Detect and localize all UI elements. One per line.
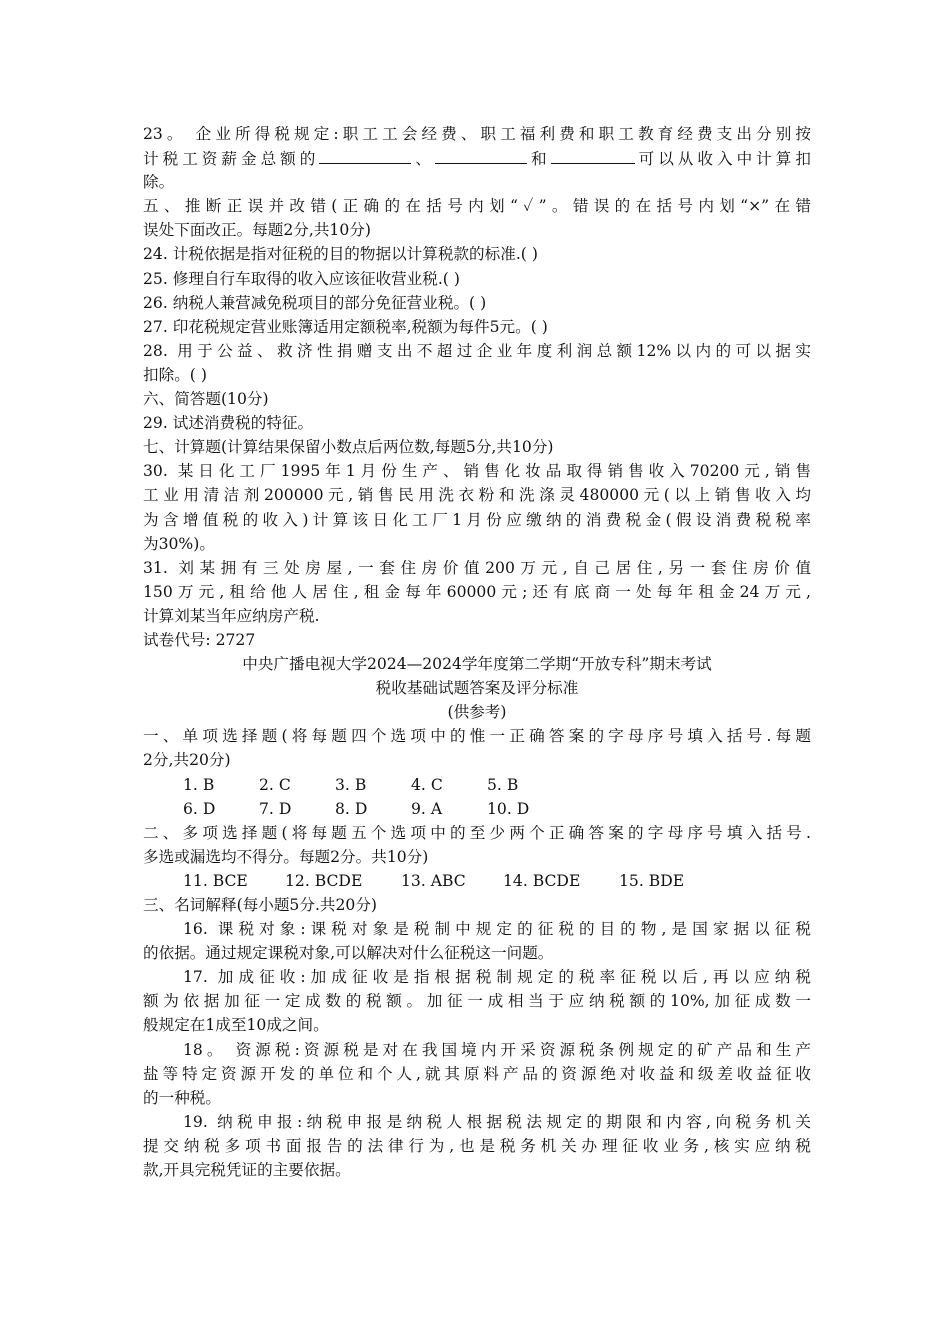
- answer-item: 9. A: [411, 799, 443, 818]
- q29: 29. 试述消费税的特征。: [143, 414, 314, 433]
- ans-section2-line1: 二、多项选择题(将每题五个选项中的至少两个正确答案的字母序号填入括号.: [143, 823, 811, 842]
- ans-section3-heading: 三、名词解释(每小题5分.共20分): [143, 896, 378, 914]
- q31-line2: 150万元,租给他人居住,租金每年60000元;还有底商一处每年租金24万元,: [143, 582, 811, 601]
- answer-item: 2. C: [259, 775, 291, 794]
- answer-row-3: [143, 869, 811, 893]
- q23-text-a: 计税工资薪金总额的: [143, 150, 320, 169]
- q31-line3: 计算刘某当年应纳房产税.: [143, 606, 320, 625]
- answer-item: 13. ABC: [401, 871, 466, 890]
- a18-line2: 盐等特定资源开发的单位和个人,就其原料产品的资源绝对收益和级差收益征收: [143, 1064, 811, 1083]
- answer-title: 中央广播电视大学2024—2024学年度第二学期“开放专科”期末考试: [242, 655, 712, 674]
- answer-row-1: [143, 773, 811, 797]
- answer-item: 6. D: [183, 799, 216, 818]
- q23-line2: [143, 146, 811, 170]
- answer-item: 1. B: [183, 775, 215, 794]
- answer-item: 7. D: [259, 799, 292, 818]
- answer-item: 3. B: [335, 775, 367, 794]
- answer-note: (供参考): [447, 703, 507, 722]
- ans-section1-line2: 2分,共20分): [143, 751, 231, 770]
- section7-heading: 七、计算题(计算结果保留小数点后两位数,每题5分,共10分): [143, 438, 554, 457]
- q23-line1: 23。 企业所得税规定:职工工会经费、职工福利费和职工教育经费支出分别按: [143, 125, 811, 143]
- a19-line3: 款,开具完税凭证的主要依据。: [143, 1161, 351, 1180]
- answer-subtitle: 税收基础试题答案及评分标准: [375, 679, 579, 698]
- answer-item: 5. B: [487, 775, 519, 794]
- ans-section2-line2: 多选或漏选均不得分。每题2分。共10分): [143, 847, 429, 866]
- q27: 27. 印花税规定营业账簿适用定额税率,税额为每件5元。( ): [143, 317, 548, 336]
- q25: 25. 修理自行车取得的收入应该征收营业税.( ): [143, 269, 460, 288]
- q30-line3: 为含增值税的收入)计算该日化工厂1月份应缴纳的消费税金(假设消费税税率: [143, 510, 811, 529]
- answer-item: 14. BCDE: [503, 871, 581, 890]
- paper-code: 试卷代号: 2727: [143, 630, 256, 649]
- q30-line4: 为30%)。: [143, 534, 215, 553]
- section6-heading: 六、简答题(10分): [143, 390, 269, 409]
- q28-line2: 扣除。( ): [143, 365, 207, 384]
- a16-line1: 16. 课税对象:课税对象是税制中规定的征税的目的物,是国家据以征税: [183, 920, 811, 939]
- fill-blank-2: [435, 146, 527, 164]
- answer-item: 15. BDE: [619, 871, 685, 890]
- q23-line3: 除。: [143, 173, 175, 192]
- a17-line2: 额为依据加征一定成数的税额。加征一成相当于应纳税额的10%,加征成数一: [143, 992, 811, 1011]
- answer-item: 10. D: [487, 799, 530, 818]
- q30-line1: 30. 某日化工厂1995年1月份生产、销售化妆品取得销售收入70200元,销售: [143, 462, 811, 481]
- section5-heading-line1: 五、推断正误并改错(正确的在括号内划“✓”。错误的在括号内划“×”在错: [143, 197, 811, 216]
- q30-line2: 工业用清洁剂200000元,销售民用洗衣粉和洗涤灵480000元(以上销售收入均: [143, 486, 811, 505]
- q28-line1: 28. 用于公益、救济性捐赠支出不超过企业年度利润总额12%以内的可以据实: [143, 341, 811, 360]
- a18-line3: 的一种税。: [143, 1088, 221, 1107]
- fill-blank-3: [551, 146, 635, 164]
- q26: 26. 纳税人兼营减免税项目的部分免征营业税。( ): [143, 293, 487, 312]
- answer-item: 4. C: [411, 775, 443, 794]
- document-page: [143, 122, 811, 1182]
- q23-text-d: 可以从收入中计算扣: [634, 150, 811, 169]
- q24: 24. 计税依据是指对征税的目的物据以计算税款的标准.( ): [143, 245, 538, 264]
- ans-section1-line1: 一、单项选择题(将每题四个选项中的惟一正确答案的字母序号填入括号.每题: [143, 727, 811, 746]
- answer-item: 12. BCDE: [285, 871, 363, 890]
- answer-item: 8. D: [335, 799, 368, 818]
- a16-line2: 的依据。通过规定课税对象,可以解决对什么征税这一问题。: [143, 944, 554, 963]
- answer-item: 11. BCE: [183, 871, 248, 890]
- fill-blank-1: [319, 146, 411, 164]
- section5-heading-line2: 误处下面改正。每题2分,共10分): [143, 221, 371, 240]
- a17-line3: 般规定在1成至10成之间。: [143, 1016, 329, 1035]
- a18-line1: 18。 资源税:资源税是对在我国境内开采资源税条例规定的矿产品和生产: [183, 1040, 811, 1059]
- q23-text-c: 和: [526, 150, 551, 169]
- a19-line1: 19. 纳税申报:纳税申报是纳税人根据税法规定的期限和内容,向税务机关: [183, 1112, 811, 1131]
- a19-line2: 提交纳税多项书面报告的法律行为,也是税务机关办理征收业务,核实应纳税: [143, 1136, 811, 1155]
- q23-text-b: 、: [411, 150, 435, 169]
- q31-line1: 31. 刘某拥有三处房屋,一套住房价值200万元,自己居住,另一套住房价值: [143, 558, 811, 577]
- answer-row-2: [143, 797, 811, 821]
- a17-line1: 17. 加成征收:加成征收是指根据税制规定的税率征税以后,再以应纳税: [183, 968, 811, 987]
